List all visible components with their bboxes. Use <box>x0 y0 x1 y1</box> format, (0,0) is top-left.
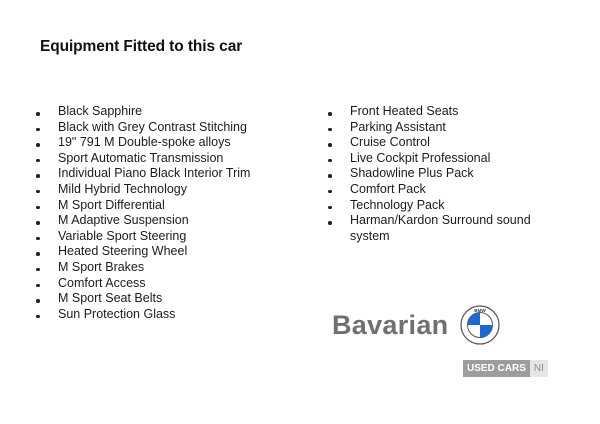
equipment-item-label: Variable Sport Steering <box>58 228 187 243</box>
equipment-item-label: M Adaptive Suspension <box>58 213 189 228</box>
equipment-item-label: Individual Piano Black Interior Trim <box>58 166 251 181</box>
equipment-item <box>36 244 276 260</box>
equipment-item <box>36 260 276 276</box>
equipment-item-label: Sun Protection Glass <box>58 306 176 321</box>
used-cars-ni-badge <box>463 360 548 377</box>
equipment-item <box>36 307 276 323</box>
equipment-item-label: Comfort Pack <box>350 181 426 196</box>
equipment-item-label: Comfort Access <box>58 275 146 290</box>
bmw-roundel-icon <box>460 305 500 345</box>
equipment-item <box>36 166 276 182</box>
equipment-item-label: Front Heated Seats <box>350 104 459 118</box>
equipment-item <box>36 104 276 120</box>
equipment-item-label: Black Sapphire <box>58 104 143 118</box>
equipment-item-label: Cruise Control <box>350 135 430 150</box>
equipment-item-label: Heated Steering Wheel <box>58 244 188 259</box>
equipment-item <box>36 182 276 198</box>
equipment-item <box>328 166 533 182</box>
equipment-item-label: M Sport Seat Belts <box>58 291 163 306</box>
equipment-item <box>328 104 533 120</box>
equipment-item <box>328 213 533 244</box>
equipment-item-label: 19" 791 M Double-spoke alloys <box>58 135 231 150</box>
equipment-list-left <box>36 104 276 322</box>
equipment-item <box>328 198 533 214</box>
equipment-item-label: Sport Automatic Transmission <box>58 150 224 165</box>
equipment-item <box>36 213 276 229</box>
equipment-item <box>36 151 276 167</box>
equipment-item-label: M Sport Brakes <box>58 259 145 274</box>
equipment-item-label: Black with Grey Contrast Stitching <box>58 119 247 134</box>
equipment-item <box>36 120 276 136</box>
equipment-item <box>36 229 276 245</box>
equipment-item <box>36 276 276 292</box>
equipment-item-label: Technology Pack <box>350 197 445 212</box>
equipment-item <box>328 182 533 198</box>
equipment-item-label: Harman/Kardon Surround sound system <box>350 213 531 243</box>
equipment-item-label: M Sport Differential <box>58 197 165 212</box>
dealer-name: Bavarian <box>332 309 449 340</box>
equipment-item <box>36 198 276 214</box>
bmw-letters: BMW <box>474 308 487 313</box>
used-cars-label: USED CARS <box>463 360 530 377</box>
equipment-item-label: Mild Hybrid Technology <box>58 181 187 196</box>
region-label: NI <box>530 360 548 377</box>
equipment-list-right <box>328 104 533 244</box>
equipment-item <box>328 120 533 136</box>
equipment-item <box>36 291 276 307</box>
dealer-logo <box>332 305 500 345</box>
equipment-item-label: Shadowline Plus Pack <box>350 166 474 181</box>
equipment-item <box>36 135 276 151</box>
equipment-item <box>328 135 533 151</box>
equipment-item-label: Live Cockpit Professional <box>350 150 491 165</box>
page-title: Equipment Fitted to this car <box>40 38 243 55</box>
equipment-item-label: Parking Assistant <box>350 119 446 134</box>
equipment-item <box>328 151 533 167</box>
